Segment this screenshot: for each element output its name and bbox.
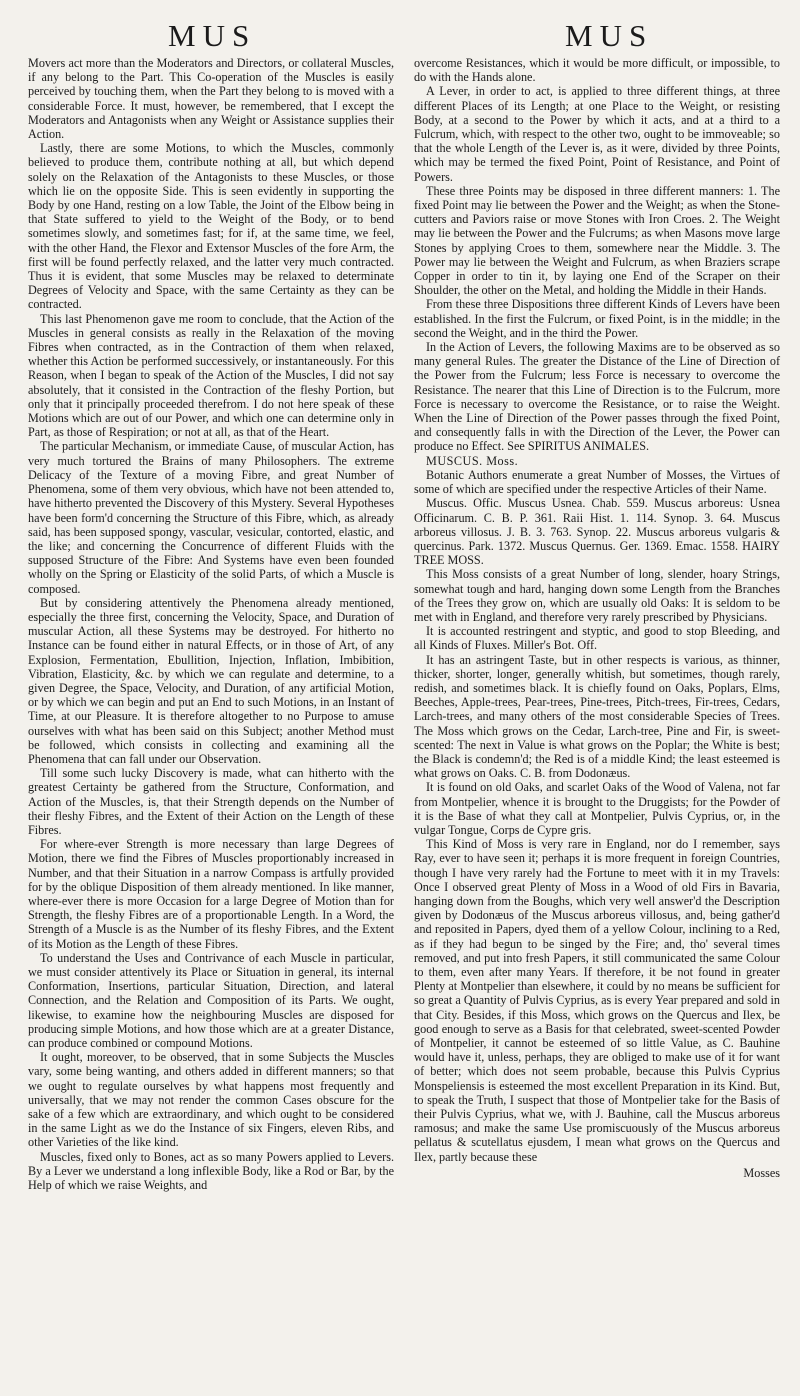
paragraph: But by considering attentively the Phenomena already mentioned, especially the three first, concerning the Velocity, Space, and Duration of muscular Action, all these Systems may be destroyed. For hitherto no Instance can be found either in natural Effects, or in those of Art, of any Explosion, Fermentation, Ebullition, Injection, Inflation, Imbibition, Vibration, Elasticity, &c. by which we can regulate and determine, to a given Degree, the Space, Velocity, and Duration, of any artificial Motion, or by which we can begin and put an End to such Motions, in an Instant of Time, at our Pleasure. It is therefore altogether to no Purpose to amuse ourselves with what has been said on this Subject; another Method must be followed, which consists in collecting and examining all the Phenomena that can fall under our Observation. xyxy=(28,595,394,766)
paragraph: Muscus. Offic. Muscus Usnea. Chab. 559. Muscus arboreus: Usnea Officinarum. C. B. P. 361. Raii Hist. 1. 114. Synop. 3. 64. Muscus arboreus villosus. J. B. 3. 763. Synop. 22. Muscus arboreus vulgaris & quercinus. Park. 1372. Muscus Quernus. Ger. 1369. Emac. 1558. HAIRY TREE MOSS. xyxy=(414,496,780,568)
paragraph: Till some such lucky Discovery is made, what can hitherto with the greatest Certainty be gathered from the Structure, Conformation, and Action of the Muscles, is, that their Strength depends on the Number of their fleshy Fibres, and the Extent of their Action on the Length of these Fibres. xyxy=(28,766,394,837)
paragraph: To understand the Uses and Contrivance of each Muscle in particular, we must consider attentively its Place or Situation in general, its internal Conformation, Insertions, particular Situation, Direction, and lateral Connection, and the Relation and Composition of its Parts. We ought, likewise, to examine how the neighbouring Muscles are disposed for producing simple Motions, and how those which are at a greater Distance, can produce combined or compound Motions. xyxy=(28,950,394,1051)
paragraph: Muscles, fixed only to Bones, act as so many Powers applied to Levers. By a Lever we understand a long inflexible Body, like a Rod or Bar, by the Help of which we raise Weights, and xyxy=(28,1149,394,1193)
paragraph: From these three Dispositions three different Kinds of Levers have been established. In the first the Fulcrum, or fixed Point, is in the middle; in the second the Weight, and in the third the Power. xyxy=(414,297,780,340)
paragraph: A Lever, in order to act, is applied to three different things, at three different Places of its Length; at one Place to the Weight, or resisting Body, at a second to the Power by which it acts, and at a third to a Fulcrum, which, with respect to the other two, ought to be immoveable; so that the whole Length of the Lever is, as it were, divided by three Points, which may be termed the fixed Point, Point of Resistance, and Point of Powers. xyxy=(414,84,780,184)
paragraph: This Kind of Moss is very rare in England, nor do I remember, says Ray, ever to have seen it; perhaps it is more frequent in foreign Countries, though I have very rarely had the Fortune to meet with it in my Travels: Once I observed great Plenty of Moss in a Wood of old Firs in Bavaria, hanging down from the Boughs, which very well answer'd the Description given by Dodonæus of the Muscus arboreus villosus, and, being gather'd and reposited in Papers, dyed them of a yellow Colour, inclining to a Red, as if they had begun to be singed by the Fire; and, tho' several times removed, and put into fresh Papers, it still communicated the same Colour to them, even after many Years. If therefore, it be not found in greater Plenty at Montpelier than elsewhere, it could by no means be sufficient for so great a Quantity of Pulvis Cyprius, as is every Year prepared and sold in that City. Besides, if this Moss, which grows on the Quercus and Ilex, be good enough to serve as a Basis for that celebrated, sweet-scented Powder of Montpelier, it cannot be esteemed of so little Value, as C. Bauhine would have it, unless, perhaps, they are obliged to make use of it for want of better; which does not seem probable, because this Pulvis Cyprius Monspeliensis is esteemed the most excellent Preparation in its Kind. But, to speak the Truth, I suspect that those of Montpelier take for the Basis of their Pulvis Cyprius, what we, with J. Bauhine, call the Muscus arboreus ramosus; and make the same Use promiscuously of the Muscus arboreus pellatus & scutellatus ejusdem, I mean what grows on the Quercus and Ilex, partly because these xyxy=(414,837,780,1164)
paragraph: overcome Resistances, which it would be more difficult, or impossible, to do with the Hands alone. xyxy=(414,56,780,85)
right-column xyxy=(414,56,780,1192)
text-columns xyxy=(28,56,780,1192)
paragraph: It is accounted restringent and styptic, and good to stop Bleeding, and all Kinds of Fluxes. Miller's Bot. Off. xyxy=(414,624,780,653)
paragraph: Botanic Authors enumerate a great Number of Mosses, the Virtues of some of which are specified under the respective Articles of their Name. xyxy=(414,467,780,497)
paragraph: In the Action of Levers, the following Maxims are to be observed as so many general Rules. The greater the Distance of the Line of Direction of the Power from the Fulcrum; less Force is necessary to overcome the Resistance. The nearer that this Line of Direction is to the Fulcrum, more Force is necessary to overcome the Resistance, or to raise the Weight. When the Line of Direction of the Power passes through the fixed Point, and consequently falls in with the Direction of the Lever, the Power can produce no Effect. See SPIRITUS ANIMALES. xyxy=(414,340,780,454)
paragraph: It has an astringent Taste, but in other respects is various, as thinner, thicker, shorter, longer, generally whitish, but sometimes, though rarely, redish, and sometimes black. It is chiefly found on Oaks, Poplars, Elms, Beeches, Apple-trees, Pear-trees, Pine-trees, Pitch-trees, Fir-trees, Cedars, Larch-trees, and many others of the most considerable Species of Trees. The Moss which grows on the Cedar, Larch-tree, Pine and Fir, is sweet-scented: The next in Value is what grows on the Poplar; the White is best; the Black is condemn'd; the Red is of a middle Kind; the least esteemed is what grows on Oaks. C. B. from Dodonæus. xyxy=(414,652,780,781)
paragraph: It ought, moreover, to be observed, that in some Subjects the Muscles vary, some being wanting, and others added in different manners; so that we ought to regulate ourselves by what happens most frequently and universally, that we may not render the common Cases obscure for the sake of a few which are extraordinary, and which ought to be considered in the same Light as we do the Instance of six Fingers, eleven Ribs, and other Varieties of the like kind. xyxy=(28,1050,394,1150)
left-column xyxy=(28,56,394,1192)
paragraph: This last Phenomenon gave me room to conclude, that the Action of the Muscles in general consists as really in the Relaxation of the moving Fibres when contracted, as in the Contraction of them when relaxed, whether this Action be performed successively, or instantaneously. For this Reason, when I began to speak of the Action of the Muscles, I did not say absolutely, that it consisted in the Contraction of the fleshy Portion, but only that it principally proceeded therefrom. I do not here speak of these Motions which are out of our Power, and which one can determine only in Part, as those of Respiration; or not at all, as that of the Heart. xyxy=(28,311,394,440)
paragraph: It is found on old Oaks, and scarlet Oaks of the Wood of Valena, not far from Montpelier, whence it is brought to the Druggists; for the Powder of it is the Base of what they call at Montpelier, Pulvis Cyprius, or, in the vulgar Tongue, Corps de Cypre gris. xyxy=(414,780,780,837)
catchword: Mosses xyxy=(743,1165,780,1180)
entry-heading-muscus: MUSCUS. Moss. xyxy=(426,453,519,468)
paragraph: Movers act more than the Moderators and Directors, or collateral Muscles, if any belong to the Part. This Co-operation of the Muscles is easily perceived by touching them, when the Part they belong to is moved with a considerable Force. It must, however, be remembered, that I except the Moderators and Antagonists when any Weight or Assistance supplies their Action. xyxy=(28,56,394,142)
running-head-left: MUS xyxy=(168,18,257,53)
paragraph: These three Points may be disposed in three different manners: 1. The fixed Point may lie between the Power and the Weight; as when the Stone-cutters and Paviors raise or move Stones with Iron Croes. 2. The Weight may lie between the Power and the Fulcrums; as when Masons move large Stones by applying Croes to them, somewhere near the Middle. 3. The Power may lie between the Weight and Fulcrum, as when Braziers scrape Copper in order to tin it, by laying one End of the Scraper on their Shoulder, the other on the Metal, and holding the Middle in their Hands. xyxy=(414,183,780,298)
paragraph: This Moss consists of a great Number of long, slender, hoary Strings, somewhat tough and hard, hanging down some Length from the Branches of the Trees they grow on, which are usually old Oaks: It is seldom to be met with in England, and therefore very rarely prescribed by Physicians. xyxy=(414,567,780,624)
paragraph: The particular Mechanism, or immediate Cause, of muscular Action, has very much tortured the Brains of many Philosophers. The extreme Delicacy of the Texture of a moving Fibre, and great Number of Phenomena, some of them very obvious, which have not been attended to, have hitherto prevented the Discovery of this Mystery. Several Hypotheses have been form'd concerning the Structure of this Fibre, which, as already said, has been supposed spongy, vascular, vesicular, contorted, elastic, and the like; and concerning the Concurrence of different Fluids with the supposed Structure of the Fibre: And Systems have even been founded wholly on the Spring or Elasticity of the solid Parts, of which a Muscle is composed. xyxy=(28,439,395,596)
paragraph: For where-ever Strength is more necessary than large Degrees of Motion, there we find the Fibres of Muscles proportionably increased in Number, and that their Situation in a narrow Compass is artfully provided for by the oblique Disposition of them already mentioned. In like manner, where-ever there is more Occasion for a large Degree of Motion than for Strength, the fleshy Fibres are of a proportionable Length. In a Word, the Strength of a Muscle is as the Number of its fleshy Fibres, and the Extent of its Motion as the Length of these Fibres. xyxy=(28,837,394,951)
paragraph: Lastly, there are some Motions, to which the Muscles, commonly believed to produce them, contribute nothing at all, but which depend solely on the Relaxation of the Antagonists to these Muscles, or those which lie on the opposite Side. This is seen evidently in supporting the Body by one Hand, resting on a low Table, the Joint of the Elbow being in that State suffered to yield to the Weight of the Body, or to bend sometimes slowly, and sometimes fast; for if, at the same time, we feel, with the other Hand, the Flexor and Extensor Muscles of the fore Arm, the first will be found perfectly relaxed, and the latter very much contracted. Thus it is evident, that some Muscles may be relaxed to determinate Degrees of Velocity and Space, with the same Certainty as they can be contracted. xyxy=(28,141,394,312)
running-heads xyxy=(28,14,780,56)
running-head-right: MUS xyxy=(565,18,654,53)
